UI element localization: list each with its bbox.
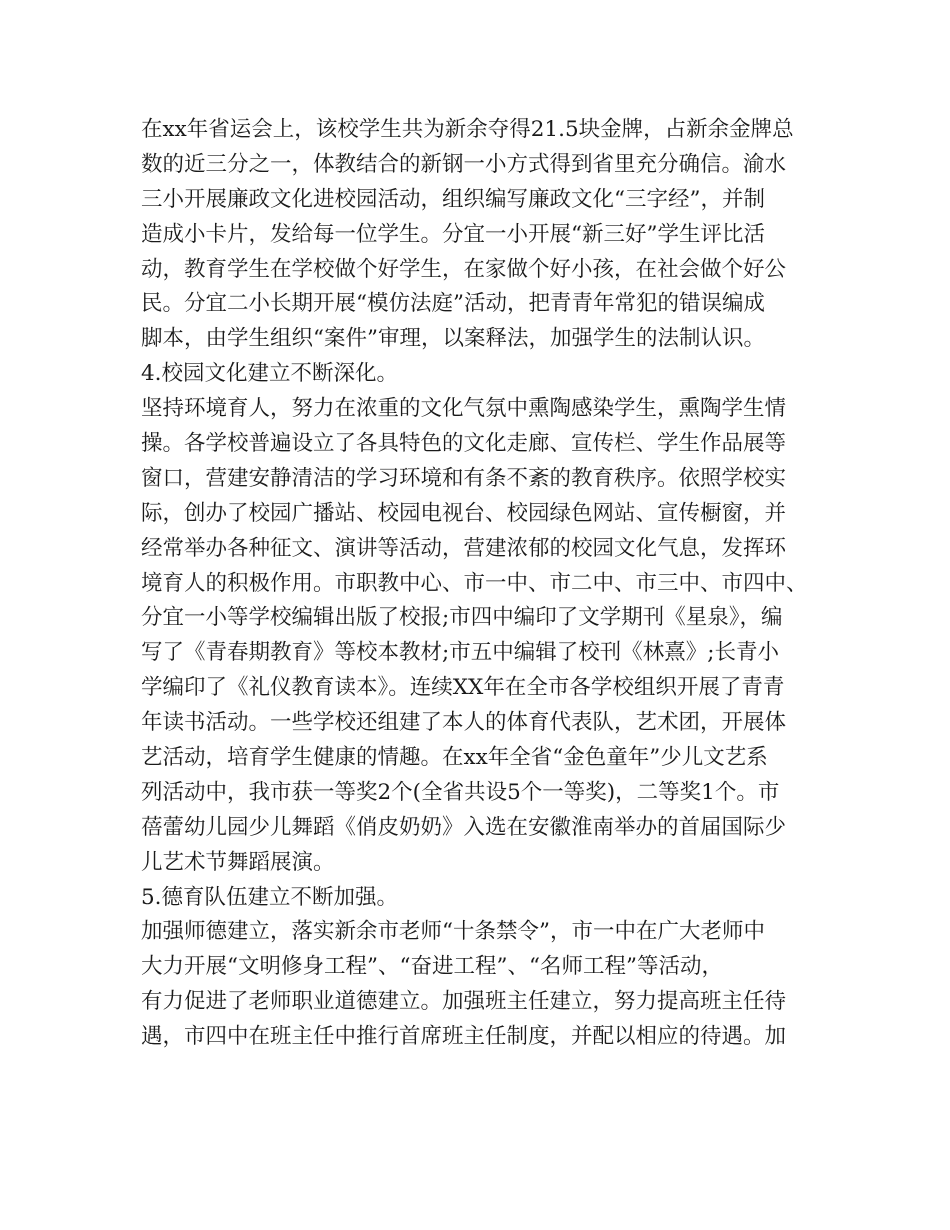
text-line: 动，教育学生在学校做个好学生，在家做个好小孩，在社会做个好公: [141, 256, 787, 282]
text-line: 艺活动，培育学生健康的情趣。在xx年全省“金色童年”少儿文艺系: [141, 745, 768, 771]
text-line: 儿艺术节舞蹈展演。: [141, 849, 335, 875]
text-line: 造成小卡片，发给每一位学生。分宜一小开展“新三好”学生评比活: [141, 221, 765, 247]
text-line: 遇，市四中在班主任中推行首席班主任制度，并配以相应的待遇。加: [141, 1024, 787, 1050]
text-line: 分宜一小等学校编辑出版了校报;市四中编印了文学期刊《星泉》，编: [141, 605, 783, 631]
text-line: 在xx年省运会上，该校学生共为新余夺得21.5块金牌，占新余金牌总: [141, 117, 794, 142]
text-line: 大力开展“文明修身工程”、“奋进工程”、“名师工程”等活动，: [141, 954, 723, 980]
text-line: 列活动中，我市获一等奖2个(全省共设5个一等奖)，二等奖1个。市: [141, 779, 780, 805]
text-line: 有力促进了老师职业道德建立。加强班主任建立，努力提高班主任待: [141, 989, 787, 1015]
text-line: 窗口，营建安静清洁的学习环境和有条不紊的教育秩序。依照学校实: [141, 465, 787, 491]
text-line: 民。分宜二小长期开展“模仿法庭”活动，把青青年常犯的错误编成: [141, 291, 765, 317]
text-line: 年读书活动。一些学校还组建了本人的体育代表队，艺术团，开展体: [141, 710, 787, 736]
text-line: 际，创办了校园广播站、校园电视台、校园绿色网站、宣传橱窗，并: [141, 500, 787, 526]
text-line: 经常举办各种征文、演讲等活动，营建浓郁的校园文化气息，发挥环: [141, 535, 787, 561]
section-heading: 4.校园文化建立不断深化。: [141, 361, 399, 387]
section-heading: 5.德育队伍建立不断加强。: [141, 884, 399, 910]
text-line: 坚持环境育人，努力在浓重的文化气氛中熏陶感染学生，熏陶学生情: [141, 396, 787, 422]
text-line: 境育人的积极作用。市职教中心、市一中、市二中、市三中、市四中、: [141, 570, 808, 596]
text-line: 加强师德建立，落实新余市老师“十条禁令”，市一中在广大老师中: [141, 919, 765, 945]
text-line: 蓓蕾幼儿园少儿舞蹈《俏皮奶奶》入选在安徽淮南举办的首届国际少: [141, 814, 787, 840]
text-line: 数的近三分之一，体教结合的新钢一小方式得到省里充分确信。渝水: [141, 151, 787, 177]
text-line: 三小开展廉政文化进校园活动，组织编写廉政文化“三字经”，并制: [141, 186, 765, 212]
text-line: 操。各学校普遍设立了各具特色的文化走廊、宣传栏、学生作品展等: [141, 431, 787, 457]
body-text: [141, 113, 816, 1055]
text-line: 写了《青春期教育》等校本教材;市五中编辑了校刊《林熹》;长青小: [141, 640, 779, 666]
text-line: 学编印了《礼仪教育读本》。连续XX年在全市各学校组织开展了青青: [141, 675, 785, 701]
text-line: 脚本，由学生组织“案件”审理，以案释法，加强学生的法制认识。: [141, 326, 765, 352]
